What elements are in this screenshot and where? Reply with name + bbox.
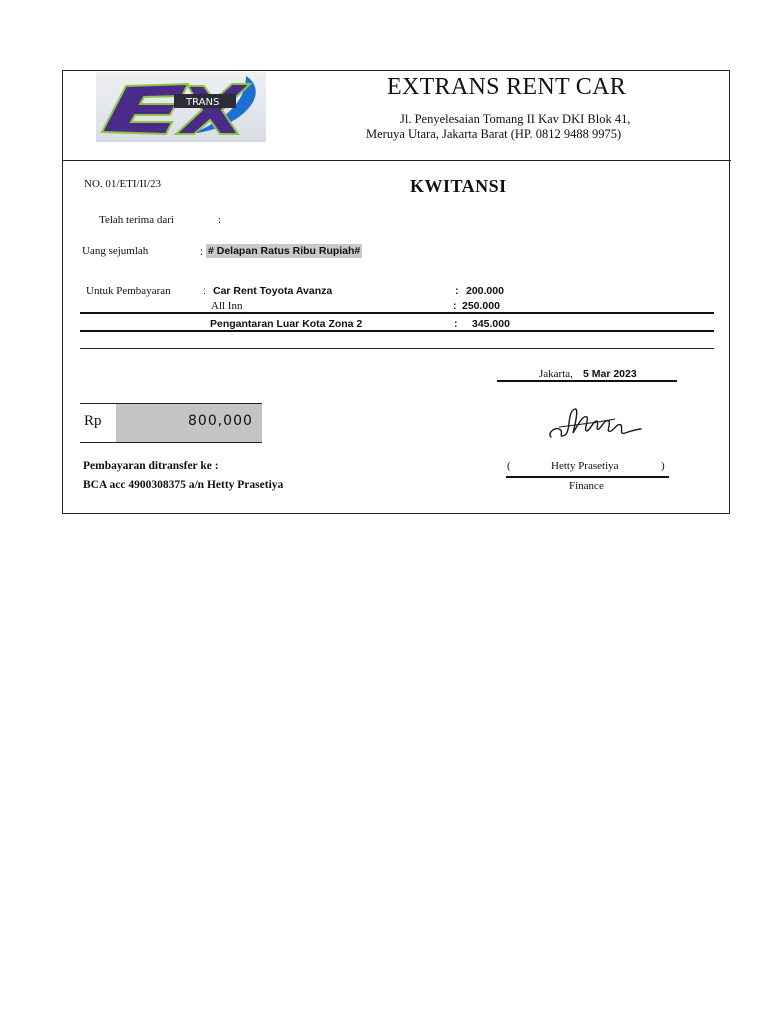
company-logo xyxy=(96,72,266,142)
item-amount: 345.000 xyxy=(472,318,510,330)
address-line-2: Meruya Utara, Jakarta Barat (HP. 0812 9488 9975) xyxy=(366,127,622,141)
items-bottom-rule xyxy=(80,330,714,332)
total-amount: 800,000 xyxy=(188,413,253,429)
item-description: Pengantaran Luar Kota Zona 2 xyxy=(210,318,363,330)
payment-for-label: Untuk Pembayaran xyxy=(86,285,171,297)
transfer-label: Pembayaran ditransfer ke : xyxy=(83,460,219,472)
header-divider xyxy=(62,160,731,161)
place-label: Jakarta, xyxy=(539,368,573,380)
signature-underline xyxy=(506,476,669,478)
amount-words-label: Uang sejumlah xyxy=(82,245,149,257)
company-name: EXTRANS RENT CAR xyxy=(387,74,627,100)
signer-role: Finance xyxy=(569,480,604,492)
receipt-title: KWITANSI xyxy=(410,176,507,196)
signer-open-paren: ( xyxy=(507,460,511,472)
item-description: All Inn xyxy=(211,300,243,312)
receipt-date: 5 Mar 2023 xyxy=(583,368,637,380)
date-underline xyxy=(497,380,677,382)
payment-for-colon: : xyxy=(203,285,206,297)
items-divider xyxy=(80,312,714,314)
transfer-account: BCA acc 4900308375 a/n Hetty Prasetiya xyxy=(83,479,284,491)
item-amount: 200.000 xyxy=(466,285,504,297)
item-separator: : xyxy=(454,318,458,330)
item-amount: 250.000 xyxy=(462,300,500,312)
item-separator: : xyxy=(453,300,457,312)
received-from-colon: : xyxy=(218,214,222,226)
receipt-number: NO. 01/ETI/II/23 xyxy=(84,178,161,190)
signature-image xyxy=(545,405,645,445)
section-divider xyxy=(80,348,714,349)
signer-close-paren: ) xyxy=(661,460,665,472)
amount-in-words: # Delapan Ratus Ribu Rupiah# xyxy=(208,245,361,257)
address-line-1: Jl. Penyelesaian Tomang II Kav DKI Blok 41, xyxy=(400,112,631,126)
received-from-label: Telah terima dari xyxy=(99,214,174,226)
currency-label: Rp xyxy=(84,413,102,429)
signer-name: Hetty Prasetiya xyxy=(551,460,619,472)
item-separator: : xyxy=(455,285,459,297)
amount-words-colon: : xyxy=(200,246,203,258)
item-description: Car Rent Toyota Avanza xyxy=(213,285,333,297)
logo-trans-text: TRANS xyxy=(186,97,220,108)
